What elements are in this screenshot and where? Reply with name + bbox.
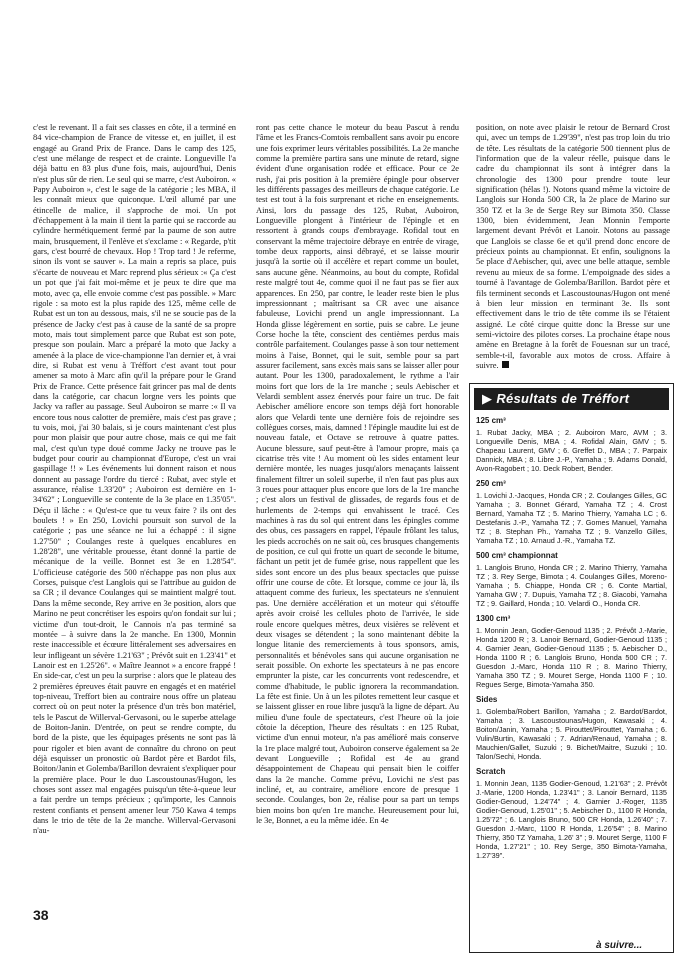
results-box — [469, 383, 674, 953]
results-category — [476, 695, 667, 761]
results-category — [476, 416, 667, 473]
results-category — [476, 614, 667, 689]
category-results: 1. Lovichi J.-Jacques, Honda CR ; 2. Coulanges Gilles, GC Yamaha ; 3. Bonnet Gérard, Yamaha TZ ; 4. Crost Bernard, Yamaha TZ ; 5. Marino Thierry, Yamaha LC ; 6. Destefanis J.-P., Yamaha TZ ; 7. Gomes Manuel, Yamaha TZ ; 8. Stephan Ph., Yamaha TZ ; 9. Vanzello Gilles, Yamaha TZ ; 10. Arnaud J.-R., Yamaha TZ. — [476, 491, 667, 545]
results-title-text: Résultats de Tréffort — [496, 391, 630, 406]
article-text-end: position, on note avec plaisir le retour de Bernard Crost qui, avec un temps de 1.29'39", n'est pas trop loin du trio de tête. Les résultats de la catégorie 500 tiennent plus de l'information que de la valeur réelle, puisque dans le cadre du championnat ils sont à intégrer dans la chronologie des 1300 pour prendre toute leur signification (hélas !). Notons quand même la victoire de Langlois sur Honda 500 CR, la 2e place de Marino sur 350 TZ et la 3e de Serge Rey sur Bimota 350. Classe 1300, bien évidemment, Jean Monnin l'emporte largement devant Prévôt et Lanoir. Notons au passage que Langlois se classe 6e et qu'il prend donc encore de précieux points au championnat. Et enfin, soulignons la 5e place d'Aebischer, qui, avec une belle attaque, semble revenu au mieux de sa forme. L'empoignade des sides a tourné à l'avantage de Golemba/Barillon. Bardot père et fils terminent seconds et Lascoustounas/Hugon ont mené à bien leur mission en terminant 3e. Ils sont effectivement dans le trio de tête comme ils se l'étaient assigné. Le côté cirque quitte donc la Bresse sur une semi-victoire des pilotes corses. La prochaine étape nous amène en Bretagne à la forêt de Fouesnan sur un tracé, semble-t-il, favorable aux motos de cross. Affaire à suivre. — [476, 122, 670, 370]
category-results: 1. Rubat Jacky, MBA ; 2. Auboiron Marc, AVM ; 3. Longueville Denis, MBA ; 4. Rofidal Alain, GMV ; 5. Chapeau Laurent, GMV ; 6. Greffet D., MBA ; 7. Parpaix Dannick, MBA ; 8. Libre J.-P., Yamaha ; 9. Adams Donald, Avon-Ragobert ; 10. Deck Robert, Bender. — [476, 428, 667, 473]
category-results: 1. Langlois Bruno, Honda CR ; 2. Marino Thierry, Yamaha TZ ; 3. Rey Serge, Bimota ; 4. Coulanges Gilles, Moreno-Yamaha ; 5. Chiappe, Honda CR ; 6. Conte Martial, Yamaha GW ; 7. Dupuis, Yamaha TZ ; 8. Giacobi, Yamaha TZ ; 9. Gaillard, Honda ; 10. Velardi O., Honda CR. — [476, 563, 667, 608]
continued-label: à suivre... — [596, 940, 643, 951]
page-number: 38 — [33, 907, 49, 923]
article-text: c'est le revenant. Il a fait ses classes en côte, il a terminé en 84 vice-champion de France de vitesse et, en juillet, il est engagé au Grand Prix de France. Dans le camp des 125, c'est une mélange de respect et de crainte. Longueville l'a déjà battu en 83 plus d'une fois, mais, aujourd'hui, Denis n'est plus sûr de rien. Le seul qui se marre, c'est Auboiron. « Papy Auboiron », c'est le sage de la catégorie ; les MBA, il les connaît mieux que quiconque. L'œil allumé par une étincelle de malice, il s'approche de moi. Un pot d'échappement à la main il tient la partie qui se raccorde au cylindre hermétiquement fermé par la paume de son autre main, brusquement, il l'enlève et s'exclame : « Regarde, p'tit gars, c'est bourré de chevaux. Hop ! Trop tard ! Je referme, sinon ils vont se sauver ». La main a repris sa place, puis s'écarte de nouveau et Marc reprend plus sérieux :« Ça c'est un pot que j'ai fait moi-même et je peux te dire que ma moto, avec ça, elle envoie comme c'est pas possible. » Marc rigole : sa moto est la plus rapide des 125, même celle de Rubat est un ton au dessous, mais, s'il ne se soucie pas de la présence de Jacky c'est pas à cause de la santé de sa propre moto, mais tout simplement parce que Rubat est son pote, presque son poulain. Marc a préparé la moto que Jacky a amenée à la place de vice-championne l'an dernier et, à vrai dire, si Rubat est venu à Tréffort c'est avant tout pour amener sa moto à Marc afin qu'il la prépare pour le Grand Prix de France. Cette présence fait grincer pas mal de dents dans la catégorie, car chacun lorgne vers les points que Jacky va rafler au passage. Seul Auboiron se marre :« Il va encore tous nous calotter de première, mais c'est pas grave ; tu vois, moi, j'ai 30 balais, si je cours maintenant c'est plus pour mon plaisir que pour autre chose, mais ce qui me fait mal, c'est qu'un type doué comme Jacky ne trouve pas le budget pour courir au championnat d'Europe, c'est un vrai gaspillage !! » Les événements lui donnent raison et nous donnent au passage l'ordre du tiercé : Rubat, avec style et assurance, réalise 1.33'20" ; Auboiron est dernière en 1-34'62" ; Longueville se contente de la 3e place en 1.35'05". Déçu il lâche : « Qu'est-ce que tu veux faire ? ils ont des boulets ! » En 250, Lovichi poursuit son survol de la catégorie ; pas une séance ne lui a échappé : il signe 1.27'50" ; Coulanges reste à quelques encablures en 1.28'28", une véritable prouesse, étant donné la partie de mécanique de la veille. Bonnet est 3e en 1.28'54". L'officieuse catégorie des 500 n'échappe pas non plus aux Corses, puisque c'est Langlois qui se l'attribue au guidon de sa CR ; il devance Coulanges qui se maintient malgré tout. Dans la même seconde, Rey arrive en 3e position, alors que Marino ne peut concrétiser les espoirs qu'on fondait sur lui ; victime d'un tout-droit, le Cannois n'a pas terminé sa montée – à suivre dans la 2e manche. En 1300, Monnin reste inaccessible et écœure littéralement ses adversaires en leur infligeant un sévère 1.21'63" ; Prévôt suit en 1.23'41" et Lanoir est en 1.25'26". « Maître Jeannot » a encore frappé ! En side-car, c'est un peu la surprise : alors que le plateau des 2 premières épreuves était pauvre en engagés et en matériel top-niveau, Treffort bien au contraire nous offre un plateau correct où on peut noter la présence d'un très bon matériel, tels le Pascut de Willerval-Gervasoni, ou le superbe attelage de Boiton-Janin. D'entrée, on peut se rendre compte, du bord de la piste, que les équipages présents ne sont pas là pour rigoler et bien avant de connaître du chrono on peut déjà esquisser un pronostic où Bardot père et Bardot fils, Boiton/Janin et Golemba/Barillon devraient s'expliquer pour la première place. Pour le duo Lascoustounas/Hugon, les choses sont assez mal engagées puisqu'un tête-à-queue leur a fait perdre un temps précieux ; qu'importe, les Cannois restent confiants et pensent amener leur 750 Kawa 4 temps dans le trio de tête de la 2e manche. Willerval-Gervasoni n'au- — [33, 122, 236, 836]
end-square-icon — [502, 361, 509, 368]
arrow-bullet-icon: ▶ — [482, 391, 493, 406]
results-list — [470, 416, 673, 860]
article-text: ront pas cette chance le moteur du beau Pascut à rendu l'âme et les Francs-Comtois remballent sans avoir pu encore une fois exprimer leurs véritables possibilités. La 2e manche comme la première partira sans une minute de retard, signe évident d'une organisation rodée et efficace. Pour ce 2e rush, j'ai pris position à la première épingle pour observer les différents passages des meilleurs de chaque catégorie. Le test est tout à la fois surprenant et riche en enseignements. Ainsi, lors du passage des 125, Rubat, Auboiron, Longueville plongent à l'intérieur de l'épingle et en ressortent à grands coups d'embrayage. Rofidal tout en conservant la même trajectoire débraye en entrée de virage, tombe deux rapports, ainsi débrayé, et se laisse mourir jusqu'à la sortie où il accélère et repart comme un boulet, sans aucune gêne. Néanmoins, au bout du compte, Rofidal reste malgré tout 4e, comme quoi il ne faut pas se fier aux apparences. En 250, par contre, le leader reste bien le plus impressionnant ; maîtrisant sa CR avec une aisance fabuleuse, Lovichi prend un angle impressionnant. La Honda glisse légèrement en sortie, puis se cabre. Le jeune Corse hoche la tête, conscient des centièmes perdus mais contrôle parfaitement. Coulanges passe à son tour nettement moins à l'aise, Bonnet, qui le suit, semble pour sa part assurer facilement, sans excès mais sans se laisser aller pour autant. Pour les 1300, paradoxalement, le rythme a l'air moins fort que lors de la 1re manche ; seuls Aebischer et Velardi semblent assez énervés pour faire un truc. De fait Aebischer améliore encore son temps déjà fort honorable alors que Velardi tente une dernière fois de rejoindre ses collègues corses, mais, damned ! l'épingle maudite lui est de nouveau fatale, et Octave se retrouve à quatre pattes. Aucune blessure, sauf peut-être à l'amour propre, mais ça cicatrise très vite ! Au moment où les sides entament leur dernière montée, les nuages jusqu'alors menaçants laissent finalement filtrer un soleil superbe, il n'en faut pas plus aux 3 roues pour attaquer plus encore que lors de la 1re manche ; c'est alors un festival de glissades, de regards fous et de hurlements de 2-temps qui envahissent le tracé. Ces machines à ras du sol qui entrent dans les épingles comme des obus, ces passagers en rappel, l'épaule frôlant les talus, les pieds accrochés on ne sait où, ces brusques changements de position, ce cul qui frotte un quart de seconde le bitume, fâchant un petit jet de fumée grise, nous rappellent que les sides sont encore un des plus beaux spectacles que puisse offrir une course de côte. Et lorsque, comme ce jour là, ils attaquent comme des furieux, les spectateurs ne s'ennuient pas. Une dernière accélération et un moteur qui s'étouffe après avoir croisé les cellules photo de l'arrivée, le side roule encore quelques mètres, deux visières se relèvent et deux visages se détendent ; la sono maintenant débite la longue litanie des remerciements à tous sponsors, amis, personnalités et bénévoles sans qui aucune organisation ne serait possible. On exhorte les spectateurs à ne pas encore emprunter la piste, car les concurrents vont redescendre, et comme d'habitude, le public ignorera la recommandation. La fête est finie. Un à un les pilotes remettent leur casque et se laissent glisser en roue libre jusqu'à la ligne de départ. Au milieu d'une foule de spectateurs, c'est l'heure où la joie côtoie la déception, l'heure des résultats : en 125 Rubat, victime d'un ennui moteur, n'a pas amélioré mais conserve la 1re place malgré tout, Auboiron conserve également sa 2e devant Longueville ; Rofidal est 4e au grand désappointement de Chapeau qui pensait bien le coiffer dans la 2e manche. Comme prévu, Lovichi ne s'est pas incliné, et, au contraire, améliore encore de presque 1 seconde. Coulanges, bon 2e, réalise pour sa part un temps bien moins bon qu'en 1re manche. Heureusement pour lui, le 3e, Bonnet, a eu la même idée. En 4e — [256, 122, 460, 826]
category-heading: 500 cm³ championnat — [476, 551, 558, 560]
article-text — [476, 122, 670, 370]
category-heading: Scratch — [476, 767, 506, 776]
category-heading: Sides — [476, 695, 498, 704]
results-category — [476, 551, 667, 608]
category-results: 1. Monnin Jean, Godier-Genoud 1135 ; 2. Prévôt J.-Marie, Honda 1200 R ; 3. Lanoir Bernard, Godier-Genoud 1135 ; 4. Garnier Jean, Godier-Genoud 1135 ; 5. Aebischer D., Honda 1100 R ; 6. Langlois Bruno, Honda 500 CR ; 7. Guesdon J.-Marc, Honda 110 R ; 8. Marino Thierry, Yamaha 350 TZ ; 9. Mouret Serge, Honda 1100 F ; 10. Regues Serge, Bimota-Yamaha 350. — [476, 626, 667, 689]
article-column-3 — [476, 122, 670, 370]
category-results: 1. Golemba/Robert Barillon, Yamaha ; 2. Bardot/Bardot, Yamaha ; 3. Lascoustounas/Hugon, Kawasaki ; 4. Boiton/Janin, Yamaha ; 5. Pirouttet/Pirouttet, Yamaha ; 6. Vulin/Burtin, Kawasaki ; 7. Adrian/Renaud, Yamaha ; 8. Mauchien/Gallet, Suzuki ; 9. Bichet/Maitre, Suzuki ; 10. Talon/Sechi, Honda. — [476, 707, 667, 761]
results-category — [476, 479, 667, 545]
category-heading: 125 cm³ — [476, 416, 506, 425]
category-heading: 1300 cm³ — [476, 614, 511, 623]
category-results: 1. Monnin Jean, 1135 Godier-Genoud, 1.21'63" ; 2. Prévôt J.-Marie, 1200 Honda, 1.23'41" ; 3. Lanoir Bernard, 1135 Godier-Genoud, 1.24'74" ; 4. Garnier J.-Roger, 1135 Godier-Genoud, 1.25'01" ; 5. Aebischer D., 1100 R Honda, 1.25'72" ; 6. Langlois Bruno, 500 CR Honda, 1.26'40" ; 7. Guesdon J.-Marc, 1100 R Honda, 1.26'54" ; 8. Marino Thierry, 350 TZ Yamaha, 1.26' 3" ; 9. Mouret Serge, 1100 F Honda, 1.27'21" ; 10. Rey Serge, 350 Bimota-Yamaha, 1.27'39". — [476, 779, 667, 860]
article-column-1 — [33, 122, 236, 836]
article-column-2 — [256, 122, 459, 825]
results-category — [476, 767, 667, 860]
category-heading: 250 cm³ — [476, 479, 506, 488]
results-title — [474, 388, 669, 410]
